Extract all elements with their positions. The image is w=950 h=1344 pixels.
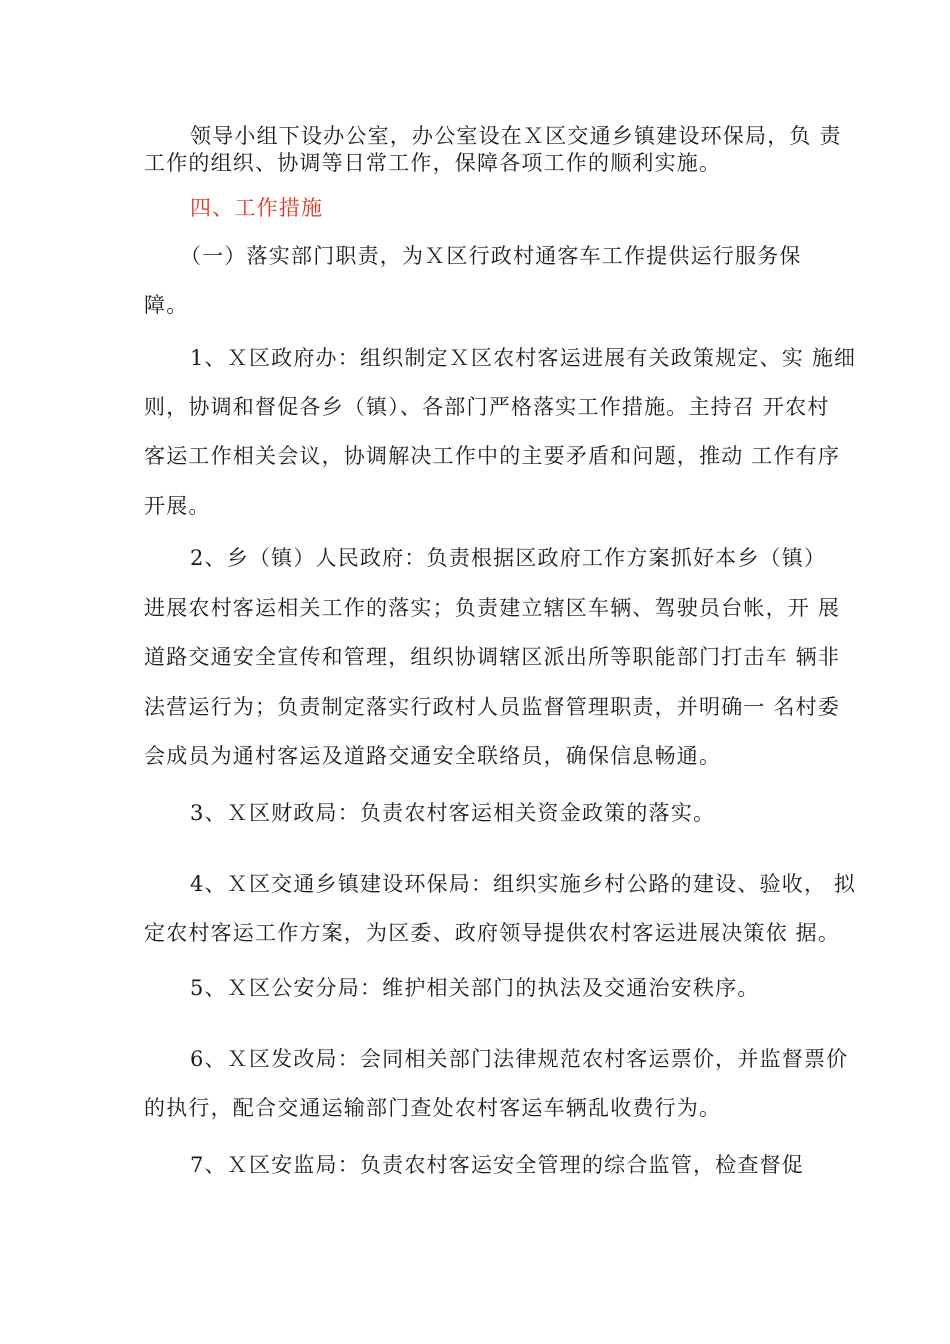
section-heading: 四、工作措施 bbox=[190, 196, 324, 220]
paragraph-line: 进展农村客运相关工作的落实；负责建立辖区车辆、驾驶员台帐，开 展 bbox=[144, 596, 841, 620]
paragraph-line: 1、Ｘ区政府办：组织制定Ｘ区农村客运进展有关政策规定、实 施细 bbox=[190, 346, 857, 370]
paragraph-line: 7、Ｘ区安监局：负责农村客运安全管理的综合监管，检查督促 bbox=[190, 1153, 804, 1177]
paragraph-line: 5、Ｘ区公安分局：维护相关部门的执法及交通治安秩序。 bbox=[190, 976, 760, 1000]
paragraph-line: 会成员为通村客运及道路交通安全联络员，确保信息畅通。 bbox=[144, 744, 722, 768]
paragraph-line: 3、Ｘ区财政局：负责农村客运相关资金政策的落实。 bbox=[190, 801, 716, 825]
paragraph-line: 2、乡（镇）人民政府：负责根据区政府工作方案抓好本乡（镇） bbox=[190, 546, 827, 570]
paragraph-line: 障。 bbox=[144, 293, 189, 317]
paragraph-line: 客运工作相关会议，协调解决工作中的主要矛盾和问题，推动 工作有序 bbox=[144, 444, 841, 468]
paragraph-line: 领导小组下设办公室，办公室设在Ｘ区交通乡镇建设环保局，负 责 bbox=[190, 124, 842, 148]
paragraph-line: 开展。 bbox=[144, 494, 211, 518]
paragraph-line: 法营运行为；负责制定落实行政村人员监督管理职责，并明确一 名村委 bbox=[144, 695, 841, 719]
paragraph-line: 6、Ｘ区发改局：会同相关部门法律规范农村客运票价，并监督票价 bbox=[190, 1047, 849, 1071]
paragraph-line: 4、Ｘ区交通乡镇建设环保局：组织实施乡村公路的建设、验收， 拟 bbox=[190, 872, 857, 896]
paragraph-line: 的执行，配合交通运输部门查处农村客运车辆乱收费行为。 bbox=[144, 1096, 722, 1120]
paragraph-line: （一）落实部门职责，为Ｘ区行政村通客车工作提供运行服务保 bbox=[180, 244, 802, 268]
paragraph-line: 工作的组织、协调等日常工作，保障各项工作的顺利实施。 bbox=[144, 151, 722, 175]
paragraph-line: 则，协调和督促各乡（镇）、各部门严格落实工作措施。主持召 开农村 bbox=[144, 395, 830, 419]
paragraph-line: 道路交通安全宣传和管理，组织协调辖区派出所等职能部门打击车 辆非 bbox=[144, 645, 841, 669]
paragraph-line: 定农村客运工作方案，为区委、政府领导提供农村客运进展决策依 据。 bbox=[144, 921, 841, 945]
